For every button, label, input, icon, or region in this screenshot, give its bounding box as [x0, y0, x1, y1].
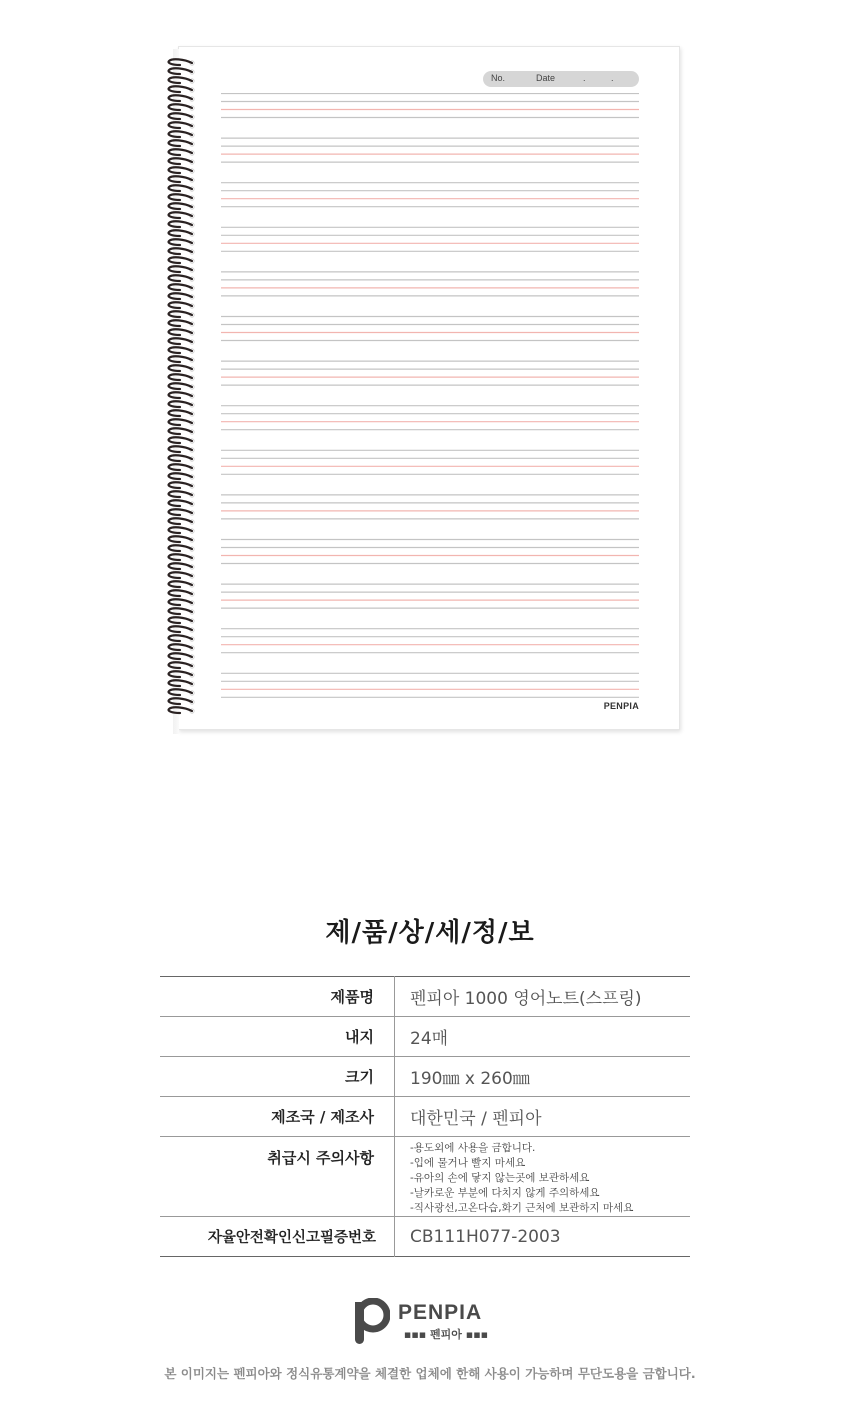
care-note: -입에 물거나 빨지 마세요	[410, 1157, 526, 1169]
row-label: 자율안전확인신고필증번호	[160, 1217, 395, 1257]
spiral-coil	[169, 410, 192, 416]
spiral-coil	[169, 113, 192, 119]
table-row	[160, 1057, 690, 1097]
spiral-coil	[169, 167, 192, 173]
spiral-coil	[169, 698, 192, 704]
spiral-coil	[169, 572, 192, 578]
spiral-coil	[169, 158, 192, 164]
spiral-coil	[169, 104, 192, 110]
spiral-coil	[169, 311, 192, 317]
row-value: 펜피아 1000 영어노트(스프링)	[410, 989, 642, 1009]
spiral-coil	[169, 626, 192, 632]
row-label: 취급시 주의사항	[160, 1137, 395, 1217]
spiral-coil	[169, 392, 192, 398]
no-label: No.	[491, 73, 506, 83]
spiral-coil	[169, 401, 192, 407]
date-label: Date	[536, 73, 556, 83]
spiral-coil	[169, 617, 192, 623]
spiral-coil	[169, 59, 192, 65]
spiral-coil	[169, 86, 192, 92]
spiral-coil	[169, 518, 192, 524]
spiral-coil	[169, 221, 192, 227]
row-value: CB111H077-2003	[395, 1217, 691, 1257]
spiral-coil	[169, 599, 192, 605]
spiral-coil	[169, 122, 192, 128]
row-value: 대한민국 / 펜피아	[395, 1097, 691, 1137]
care-notes-list	[410, 1141, 690, 1216]
spiral-coil	[169, 194, 192, 200]
penpia-logo	[354, 1298, 504, 1346]
table-row	[160, 1217, 690, 1257]
spiral-coil	[169, 428, 192, 434]
spiral-coil	[169, 446, 192, 452]
spiral-coil	[169, 545, 192, 551]
spiral-coil	[169, 347, 192, 353]
spiral-coil	[169, 77, 192, 83]
spiral-coil	[169, 374, 192, 380]
spiral-coil	[169, 212, 192, 218]
spiral-coil	[169, 293, 192, 299]
spiral-coil	[169, 383, 192, 389]
spiral-coil	[169, 437, 192, 443]
spiral-coil	[169, 176, 192, 182]
row-label: 제품명	[160, 977, 395, 1017]
spiral-coil	[169, 140, 192, 146]
spiral-coil	[169, 500, 192, 506]
spiral-coil	[169, 635, 192, 641]
row-label: 제조국 / 제조사	[160, 1097, 395, 1137]
notebook-brand: PENPIA	[603, 701, 639, 711]
row-value: 24매	[395, 1017, 691, 1057]
table-row	[160, 977, 690, 1017]
spiral-coil	[169, 608, 192, 614]
section-title: 제/품/상/세/정/보	[325, 918, 535, 948]
spiral-coil	[169, 320, 192, 326]
spiral-coil	[169, 131, 192, 137]
spiral-coil	[169, 662, 192, 668]
penpia-p-icon	[354, 1298, 390, 1346]
spiral-coil	[169, 68, 192, 74]
ruled-lines	[221, 93, 639, 713]
spiral-coil	[169, 464, 192, 470]
spiral-coil	[169, 563, 192, 569]
spiral-coil	[169, 707, 192, 713]
notebook-illustration	[178, 46, 680, 730]
spiral-coil	[169, 536, 192, 542]
spiral-coil	[169, 95, 192, 101]
spiral-coil	[169, 302, 192, 308]
care-note: -날카로운 부분에 다치지 않게 주의하세요	[410, 1187, 600, 1199]
spiral-coil	[169, 590, 192, 596]
spiral-coil	[169, 257, 192, 263]
spiral-coil	[169, 329, 192, 335]
row-value: 190㎜ x 260㎜	[395, 1057, 691, 1097]
table-row	[160, 1137, 690, 1217]
spiral-coil	[169, 203, 192, 209]
spiral-coil	[169, 284, 192, 290]
date-dot: .	[583, 73, 586, 83]
product-info-table	[160, 976, 690, 1257]
spiral-coil	[169, 356, 192, 362]
logo-wordmark: PENPIA	[398, 1301, 483, 1324]
row-label: 크기	[160, 1057, 395, 1097]
spiral-binding	[160, 54, 204, 724]
spiral-coil	[169, 653, 192, 659]
spiral-coil	[169, 509, 192, 515]
spiral-coil	[169, 554, 192, 560]
table-row	[160, 1097, 690, 1137]
no-date-header	[483, 71, 639, 87]
spiral-coil	[169, 455, 192, 461]
spiral-coil	[169, 248, 192, 254]
spiral-coil	[169, 419, 192, 425]
spiral-coil	[169, 671, 192, 677]
care-note: -직사광선,고온다습,화기 근처에 보관하지 마세요	[410, 1202, 634, 1214]
spiral-coil	[169, 149, 192, 155]
spiral-coil	[169, 230, 192, 236]
spiral-coil	[169, 644, 192, 650]
spiral-coil	[169, 473, 192, 479]
row-label: 내지	[160, 1017, 395, 1057]
spiral-coil	[169, 491, 192, 497]
spiral-coil	[169, 266, 192, 272]
spiral-coil	[169, 482, 192, 488]
spiral-coil	[169, 338, 192, 344]
spiral-coil	[169, 239, 192, 245]
care-note: -용도외에 사용을 금합니다.	[410, 1142, 536, 1154]
spiral-coil	[169, 275, 192, 281]
logo-korean-subtitle: ▪▪▪ 펜피아 ▪▪▪	[403, 1328, 489, 1341]
spiral-coil	[169, 581, 192, 587]
spiral-coil	[169, 680, 192, 686]
spiral-coil	[169, 689, 192, 695]
table-row	[160, 1017, 690, 1057]
care-notes-cell	[395, 1137, 691, 1217]
copyright-notice: 본 이미지는 펜피아와 정식유통계약을 체결한 업체에 한해 사용이 가능하며 무단도용을 금합니다.	[164, 1366, 696, 1381]
care-note: -유아의 손에 닿지 않는곳에 보관하세요	[410, 1172, 590, 1184]
spiral-coil	[169, 185, 192, 191]
spiral-coil	[169, 527, 192, 533]
date-dot: .	[611, 73, 614, 83]
spiral-coil	[169, 365, 192, 371]
